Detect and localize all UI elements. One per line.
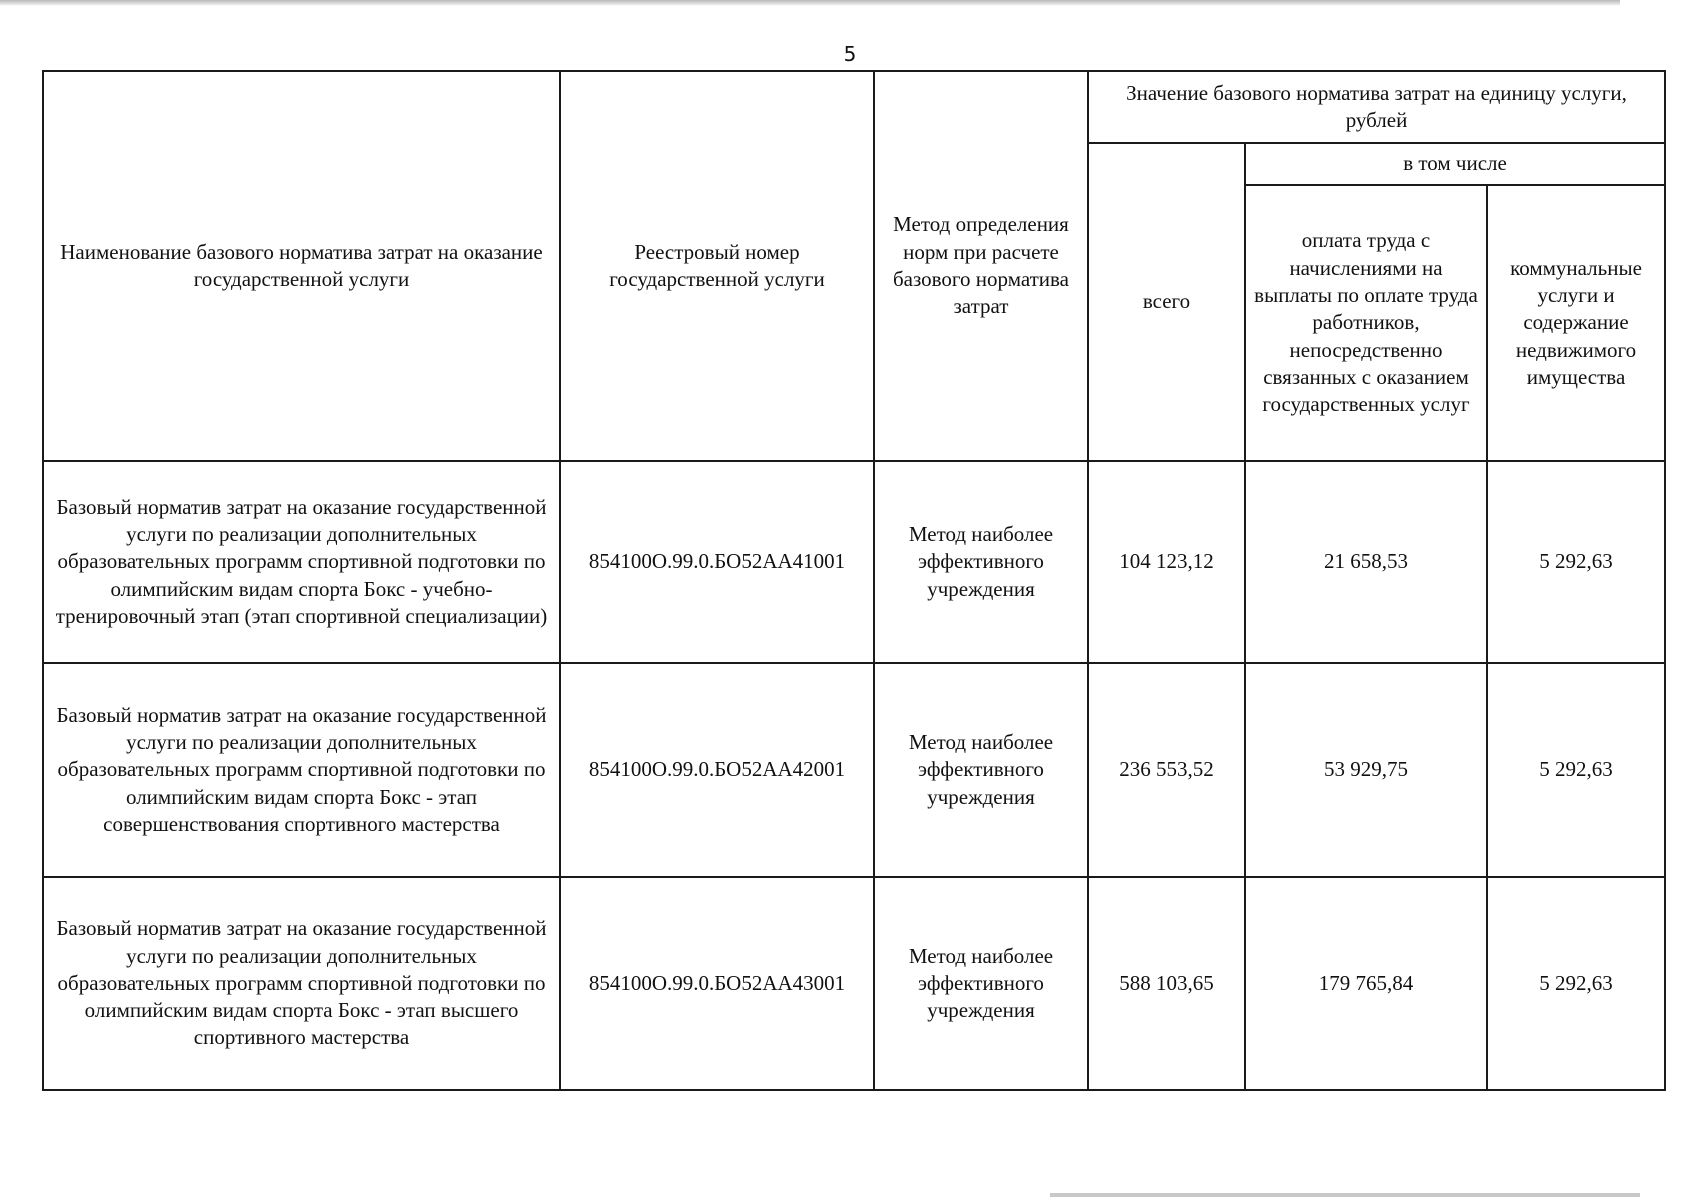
cell-labor: 53 929,75 [1245, 663, 1487, 877]
cell-name: Базовый норматив затрат на оказание государственной услуги по реализации дополнительных образовательных программ спортивной подготовки по олимпийским видам спорта Бокс - этап высшего спортивного мастерства [43, 877, 560, 1090]
cost-norm-table [42, 70, 1666, 1091]
header-total: всего [1088, 143, 1245, 461]
page-number: 5 [843, 42, 857, 66]
cell-name: Базовый норматив затрат на оказание государственной услуги по реализации дополнительных образовательных программ спортивной подготовки по олимпийским видам спорта Бокс - этап совершенствования спортивного мастерства [43, 663, 560, 877]
cell-utilities: 5 292,63 [1487, 461, 1665, 663]
cell-method: Метод наиболее эффективного учреждения [874, 663, 1088, 877]
cell-name: Базовый норматив затрат на оказание государственной услуги по реализации дополнительных образовательных программ спортивной подготовки по олимпийским видам спорта Бокс - учебно-тренировочный этап (этап спортивной специализации) [43, 461, 560, 663]
scan-edge-top [0, 0, 1620, 6]
table-row [43, 663, 1665, 877]
cell-utilities: 5 292,63 [1487, 877, 1665, 1090]
cell-registry: 854100О.99.0.БО52АА41001 [560, 461, 874, 663]
header-utilities: коммунальные услуги и содержание недвижимого имущества [1487, 185, 1665, 461]
header-registry: Реестровый номер государственной услуги [560, 71, 874, 461]
scan-edge-bottom [1050, 1193, 1640, 1197]
table-row [43, 877, 1665, 1090]
header-value-group: Значение базового норматива затрат на единицу услуги, рублей [1088, 71, 1665, 143]
cell-method: Метод наиболее эффективного учреждения [874, 877, 1088, 1090]
header-including: в том числе [1245, 143, 1665, 185]
cell-total: 104 123,12 [1088, 461, 1245, 663]
header-name: Наименование базового норматива затрат на оказание государственной услуги [43, 71, 560, 461]
cell-method: Метод наиболее эффективного учреждения [874, 461, 1088, 663]
cell-registry: 854100О.99.0.БО52АА43001 [560, 877, 874, 1090]
header-method: Метод определения норм при расчете базового норматива затрат [874, 71, 1088, 461]
header-labor: оплата труда с начислениями на выплаты по оплате труда работников, непосредственно связанных с оказанием государственных услуг [1245, 185, 1487, 461]
cell-registry: 854100О.99.0.БО52АА42001 [560, 663, 874, 877]
cell-labor: 21 658,53 [1245, 461, 1487, 663]
cell-total: 588 103,65 [1088, 877, 1245, 1090]
table-header [43, 71, 1665, 461]
table-row [43, 461, 1665, 663]
cell-total: 236 553,52 [1088, 663, 1245, 877]
table-body [43, 461, 1665, 1090]
cell-utilities: 5 292,63 [1487, 663, 1665, 877]
cell-labor: 179 765,84 [1245, 877, 1487, 1090]
